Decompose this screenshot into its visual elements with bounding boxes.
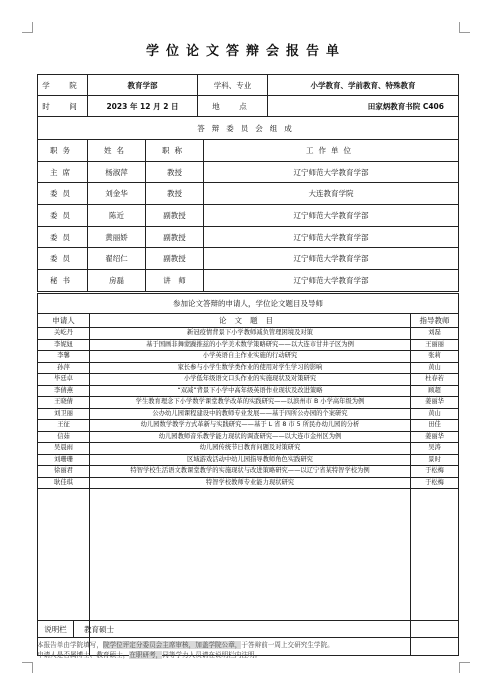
committee-row bbox=[38, 183, 459, 205]
committee-table bbox=[37, 116, 459, 292]
table-row bbox=[38, 374, 459, 386]
thesis-title: 小学英语自主作业实施的行动研究 bbox=[90, 351, 411, 363]
footnote bbox=[37, 640, 461, 660]
table-row bbox=[38, 477, 459, 489]
member-unit: 辽宁师范大学教育学部 bbox=[204, 270, 459, 292]
header-applicant: 申请人 bbox=[38, 314, 90, 328]
major-label: 学科、专业 bbox=[198, 75, 268, 96]
info-row-time bbox=[38, 96, 459, 117]
college-value: 教育学部 bbox=[88, 75, 198, 96]
thesis-title: 幼儿园传统节日教育问题及对策研究 bbox=[90, 443, 411, 455]
info-row-college bbox=[38, 75, 459, 96]
member-name: 房磊 bbox=[88, 270, 146, 292]
footnote-text: 同等学力人员请在说明栏内注明。 bbox=[162, 651, 262, 659]
member-title: 教授 bbox=[146, 183, 204, 205]
time-label: 时 间 bbox=[38, 96, 88, 117]
thesis-title: 幼儿园教师音乐教学能力现状的调查研究——以大连市金州区为例 bbox=[90, 431, 411, 443]
remark-table bbox=[37, 620, 459, 638]
time-value: 2023 年 12 月 2 日 bbox=[88, 96, 198, 117]
applicant-name: 刘珊珊 bbox=[38, 454, 90, 466]
header-title: 职称 bbox=[146, 140, 204, 162]
thesis-title: 基于国画非舞蒙躁推兹的小学美术数学策略研究——以大连市甘井子区为例 bbox=[90, 339, 411, 351]
member-unit: 辽宁师范大学教育学部 bbox=[204, 226, 459, 248]
header-advisor: 指导教师 bbox=[411, 314, 459, 328]
crop-mark-bottom-left bbox=[22, 662, 33, 673]
committee-section-title: 答辩委员会组成 bbox=[38, 117, 459, 140]
applicant-name: 孙萍 bbox=[38, 362, 90, 374]
place-label: 地 点 bbox=[198, 96, 268, 117]
page-title: 学位论文答辩会报告单 bbox=[145, 44, 346, 59]
thesis-topics-table bbox=[37, 293, 459, 656]
applicant-name: 耿佳琪 bbox=[38, 477, 90, 489]
member-title: 副教授 bbox=[146, 248, 204, 270]
member-name: 杨淑萍 bbox=[88, 161, 146, 183]
advisor-name: 吴涛 bbox=[411, 443, 459, 455]
thesis-title: 区域游戏活动中幼儿园指导教师角色实践研究 bbox=[90, 454, 411, 466]
committee-row bbox=[38, 270, 459, 292]
table-row bbox=[38, 362, 459, 374]
committee-row bbox=[38, 248, 459, 270]
table-row bbox=[38, 339, 459, 351]
advisor-name: 景时 bbox=[411, 454, 459, 466]
member-title: 副教授 bbox=[146, 205, 204, 227]
college-label: 学 院 bbox=[38, 75, 88, 96]
advisor-name: 于松梅 bbox=[411, 477, 459, 489]
table-row bbox=[38, 420, 459, 432]
applicant-name: 吴晨雨 bbox=[38, 443, 90, 455]
thesis-title: 幼儿园数学教学方式革新与实践研究——基于 L 省 8 市 5 所民办幼儿园的分析 bbox=[90, 420, 411, 432]
table-row bbox=[38, 431, 459, 443]
remark-value: 教育硕士 bbox=[74, 621, 459, 638]
footnote-text: 于答辩前一周上交研究生学院。 bbox=[241, 641, 334, 649]
applicant-name: 王晓倩 bbox=[38, 397, 90, 409]
advisor-name: 黄山 bbox=[411, 408, 459, 420]
table-row bbox=[38, 466, 459, 478]
table-row bbox=[38, 454, 459, 466]
thesis-title: 特智学校生活语文教课堂教学的实施现状与改进策略研究——以辽宁省某特智学校为例 bbox=[90, 466, 411, 478]
applicant-name: 刘卫丽 bbox=[38, 408, 90, 420]
thesis-title: 特智学校教师专业能力现状研究 bbox=[90, 477, 411, 489]
advisor-name: 张莉 bbox=[411, 351, 459, 363]
committee-row bbox=[38, 161, 459, 183]
thesis-title: “双减”背景下小学中高年级英语作业现状及改进策略 bbox=[90, 385, 411, 397]
advisor-name: 田佳 bbox=[411, 420, 459, 432]
header-unit: 工作单位 bbox=[204, 140, 459, 162]
committee-row bbox=[38, 226, 459, 248]
place-value: 田家炳教育书院 C406 bbox=[268, 96, 459, 117]
member-title: 讲 师 bbox=[146, 270, 204, 292]
remark-label: 说明栏 bbox=[38, 621, 74, 638]
advisor-name: 刘磊 bbox=[411, 328, 459, 340]
advisor-name: 黄山 bbox=[411, 362, 459, 374]
member-role: 主席 bbox=[38, 161, 88, 183]
major-value: 小学教育、学前教育、特殊教育 bbox=[268, 75, 459, 96]
table-row bbox=[38, 408, 459, 420]
member-unit: 辽宁师范大学教育学部 bbox=[204, 161, 459, 183]
member-role: 秘书 bbox=[38, 270, 88, 292]
advisor-name: 王丽丽 bbox=[411, 339, 459, 351]
table-row bbox=[38, 397, 459, 409]
advisor-name: 顾超 bbox=[411, 385, 459, 397]
member-name: 黄丽娇 bbox=[88, 226, 146, 248]
header-name: 姓名 bbox=[88, 140, 146, 162]
table-row bbox=[38, 443, 459, 455]
header-thesis-title: 论文题目 bbox=[90, 314, 411, 328]
footnote-line-1 bbox=[37, 640, 461, 650]
applicant-name: 王征 bbox=[38, 420, 90, 432]
thesis-title: 学生教育理念下小学数学课堂教学改革的实践研究——以滨州市 B 小学高年级为例 bbox=[90, 397, 411, 409]
thesis-title: 新冠疫情背景下小学教师减负管理困境及对策 bbox=[90, 328, 411, 340]
applicant-name: 李倩燕 bbox=[38, 385, 90, 397]
footnote-highlight: 院学位评定分委员会主席审核，加盖学院公章， bbox=[102, 641, 242, 649]
advisor-name: 姜丽华 bbox=[411, 431, 459, 443]
member-unit: 辽宁师范大学教育学部 bbox=[204, 248, 459, 270]
applicant-name: 关屹丹 bbox=[38, 328, 90, 340]
member-unit: 大连教育学院 bbox=[204, 183, 459, 205]
member-title: 教授 bbox=[146, 161, 204, 183]
header-role: 职务 bbox=[38, 140, 88, 162]
member-unit: 辽宁师范大学教育学部 bbox=[204, 205, 459, 227]
applicant-name: 李馨 bbox=[38, 351, 90, 363]
committee-row bbox=[38, 205, 459, 227]
applicant-name: 信茹 bbox=[38, 431, 90, 443]
thesis-title: 家长参与小学生数学类作业的使用对学生学习的影响 bbox=[90, 362, 411, 374]
member-name: 陈近 bbox=[88, 205, 146, 227]
crop-mark-bottom-right bbox=[459, 662, 470, 673]
advisor-name: 姜丽华 bbox=[411, 397, 459, 409]
member-role: 委员 bbox=[38, 205, 88, 227]
applicant-name: 毕廷卓 bbox=[38, 374, 90, 386]
footnote-line-2 bbox=[37, 650, 461, 660]
applicant-name: 李妮妞 bbox=[38, 339, 90, 351]
thesis-title: 公办幼儿园课程建设中的教师专业发展——基于四所公办园的个案研究 bbox=[90, 408, 411, 420]
topics-header-row bbox=[38, 314, 459, 328]
member-name: 刘金华 bbox=[88, 183, 146, 205]
advisor-name: 于松梅 bbox=[411, 466, 459, 478]
table-row bbox=[38, 351, 459, 363]
member-role: 委员 bbox=[38, 226, 88, 248]
footnote-text: 本报告单由学院填写， bbox=[37, 641, 103, 649]
crop-mark-top-right bbox=[459, 22, 470, 33]
table-row bbox=[38, 328, 459, 340]
footnote-highlight: 在职研考， bbox=[129, 651, 163, 659]
member-role: 委员 bbox=[38, 183, 88, 205]
thesis-title: 小学低年级语文口头作业的实施现状及对策研究 bbox=[90, 374, 411, 386]
topics-caption: 参加论文答辩的申请人，学位论文题目及导师 bbox=[38, 294, 459, 314]
member-role: 委员 bbox=[38, 248, 88, 270]
advisor-name: 杜春若 bbox=[411, 374, 459, 386]
crop-mark-top-left bbox=[22, 22, 33, 33]
member-name: 翟绍仁 bbox=[88, 248, 146, 270]
member-title: 副教授 bbox=[146, 226, 204, 248]
footnote-text: 申请人是否属博士、教育硕士， bbox=[37, 651, 130, 659]
table-row bbox=[38, 385, 459, 397]
committee-header-row bbox=[38, 140, 459, 162]
info-table bbox=[37, 74, 459, 117]
applicant-name: 徐丽君 bbox=[38, 466, 90, 478]
